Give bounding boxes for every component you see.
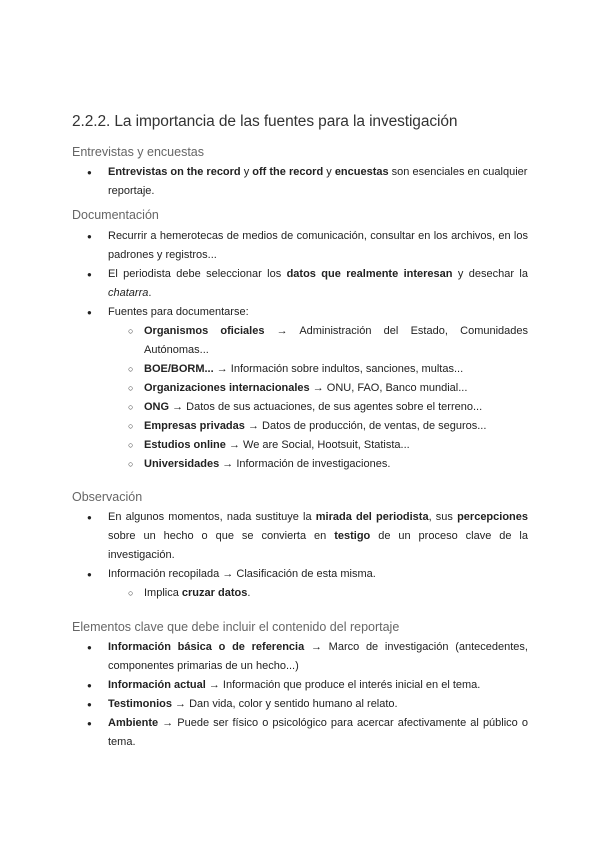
list-item: ● En algunos momentos, nada sustituye la mirada del periodista, sus percepciones sobre un hecho o que se convierta en testigo de un proceso clave de la investigación. — [72, 508, 528, 565]
sub-list-item: ○ Empresas privadas → Datos de producción, de ventas, de seguros... — [72, 417, 528, 436]
sub-list-item: ○ ONG → Datos de sus actuaciones, de sus agentes sobre el terreno... — [72, 398, 528, 417]
list-item: ● El periodista debe seleccionar los datos que realmente interesan y desechar la chatarra. — [72, 265, 528, 303]
heading-entrevistas: Entrevistas y encuestas — [72, 145, 205, 159]
heading-observacion: Observación — [72, 490, 143, 504]
list-item: ● Información recopilada → Clasificación de esta misma. — [72, 565, 528, 584]
sub-list-item: ○ Organismos oficiales → Administración del Estado, Comunidades Autónomas... — [72, 322, 528, 360]
heading-elementos: Elementos clave que debe incluir el contenido del reportaje — [72, 620, 400, 634]
list-item: ● Información actual → Información que produce el interés inicial en el tema. — [72, 676, 528, 695]
list-item: ● Entrevistas on the record y off the record y encuestas son esenciales en cualquier reportaje. — [72, 163, 528, 201]
list-item: ● Fuentes para documentarse: — [72, 303, 528, 322]
list-item: ● Recurrir a hemerotecas de medios de comunicación, consultar en los archivos, en los padrones y registros... — [72, 227, 528, 265]
list-elementos — [72, 638, 528, 752]
list-entrevistas — [72, 163, 528, 201]
list-item: ● Testimonios → Dan vida, color y sentido humano al relato. — [72, 695, 528, 714]
heading-documentacion: Documentación — [72, 208, 159, 222]
sub-list-item: ○ Organizaciones internacionales → ONU, FAO, Banco mundial... — [72, 379, 528, 398]
list-item: ● Información básica o de referencia → Marco de investigación (antecedentes, componentes primarias de un hecho...) — [72, 638, 528, 676]
list-documentacion — [72, 227, 528, 474]
sub-list-item: ○ Universidades → Información de investigaciones. — [72, 455, 528, 474]
sub-list-item: ○ Estudios online → We are Social, Hootsuit, Statista... — [72, 436, 528, 455]
list-observacion — [72, 508, 528, 603]
sub-list-item: ○ BOE/BORM... → Información sobre indultos, sanciones, multas... — [72, 360, 528, 379]
sub-list-item: ○ Implica cruzar datos. — [72, 584, 528, 603]
list-item: ● Ambiente → Puede ser físico o psicológico para acercar afectivamente al público o tema. — [72, 714, 528, 752]
section-title: 2.2.2. La importancia de las fuentes para la investigación — [72, 113, 458, 130]
